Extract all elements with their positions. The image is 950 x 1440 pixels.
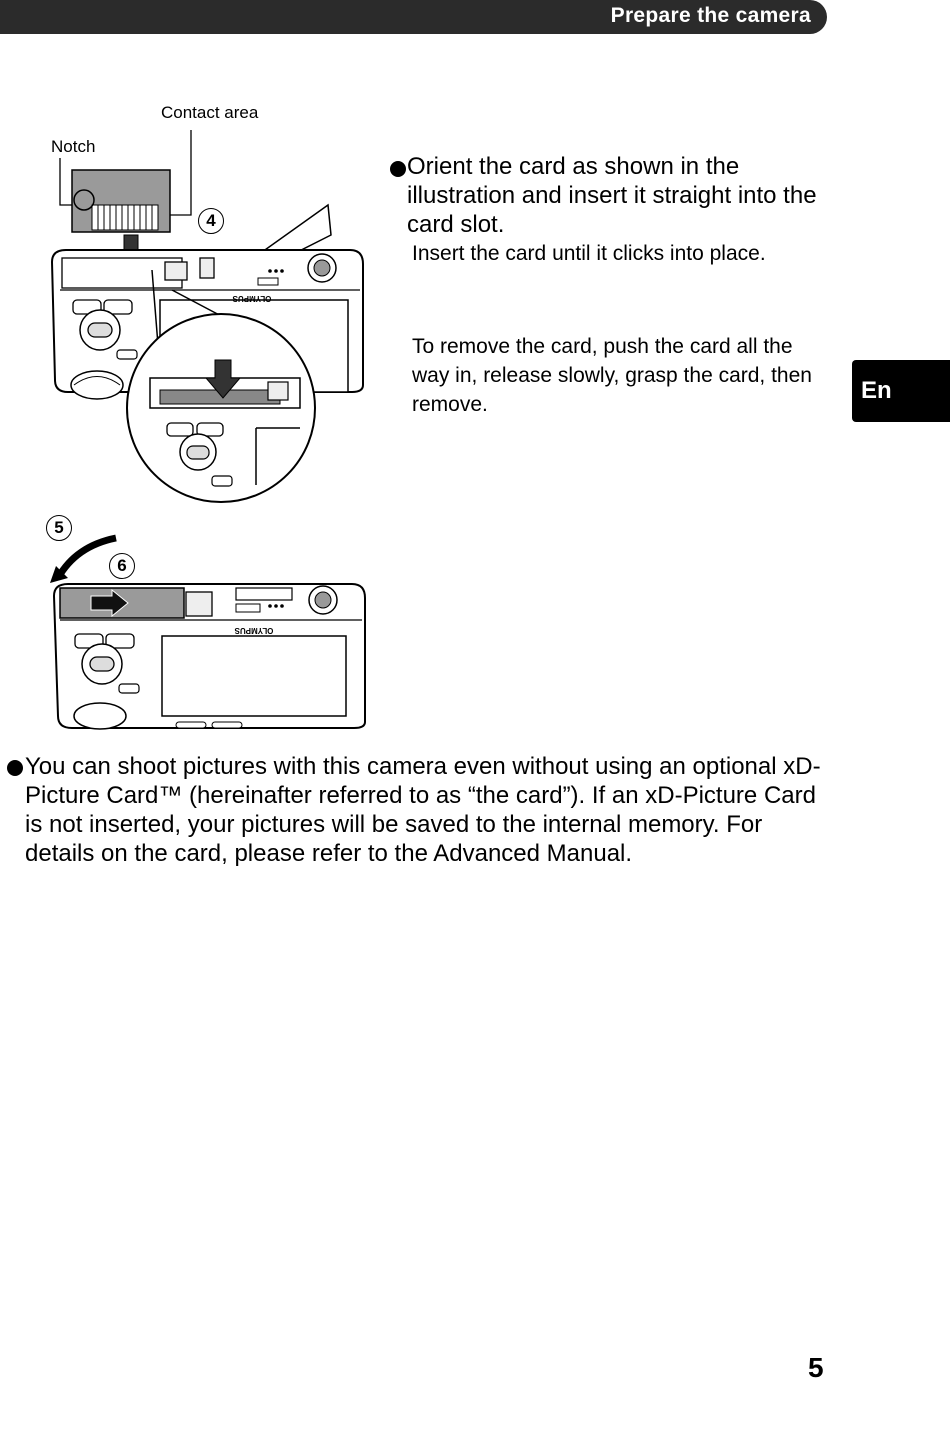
insert-card-note: Insert the card until it clicks into place. <box>412 242 766 265</box>
step-5-marker: 5 <box>46 515 72 541</box>
page-number: 5 <box>808 1352 824 1383</box>
bullet-dot <box>7 760 23 776</box>
language-tab-label: En <box>861 377 892 404</box>
remove-card-note: To remove the card, push the card all the way in, release slowly, grasp the card, then remove. <box>412 335 812 416</box>
step-6-marker: 6 <box>109 553 135 579</box>
camera-brand-text-bottom: OLYMPUS <box>234 626 274 635</box>
camera-brand-text-top: OLYMPUS <box>232 294 272 303</box>
step-4-marker: 4 <box>198 208 224 234</box>
contact-area-label: Contact area <box>161 103 259 122</box>
notch-label: Notch <box>51 137 96 156</box>
insert-card-bullet-text: Orient the card as shown in the illustration and insert it straight into the card slot. <box>407 153 817 238</box>
card-optional-note <box>7 752 837 868</box>
page-header-title: Prepare the camera <box>610 4 811 27</box>
card-optional-note-text: You can shoot pictures with this camera even without using an optional xD-Picture Card™ (hereinafter referred to as “the card”). If an xD-Picture Card is not inserted, your pictures will be saved to the internal memory. For details on the card, please refer to the Advanced Manual. <box>25 753 821 867</box>
